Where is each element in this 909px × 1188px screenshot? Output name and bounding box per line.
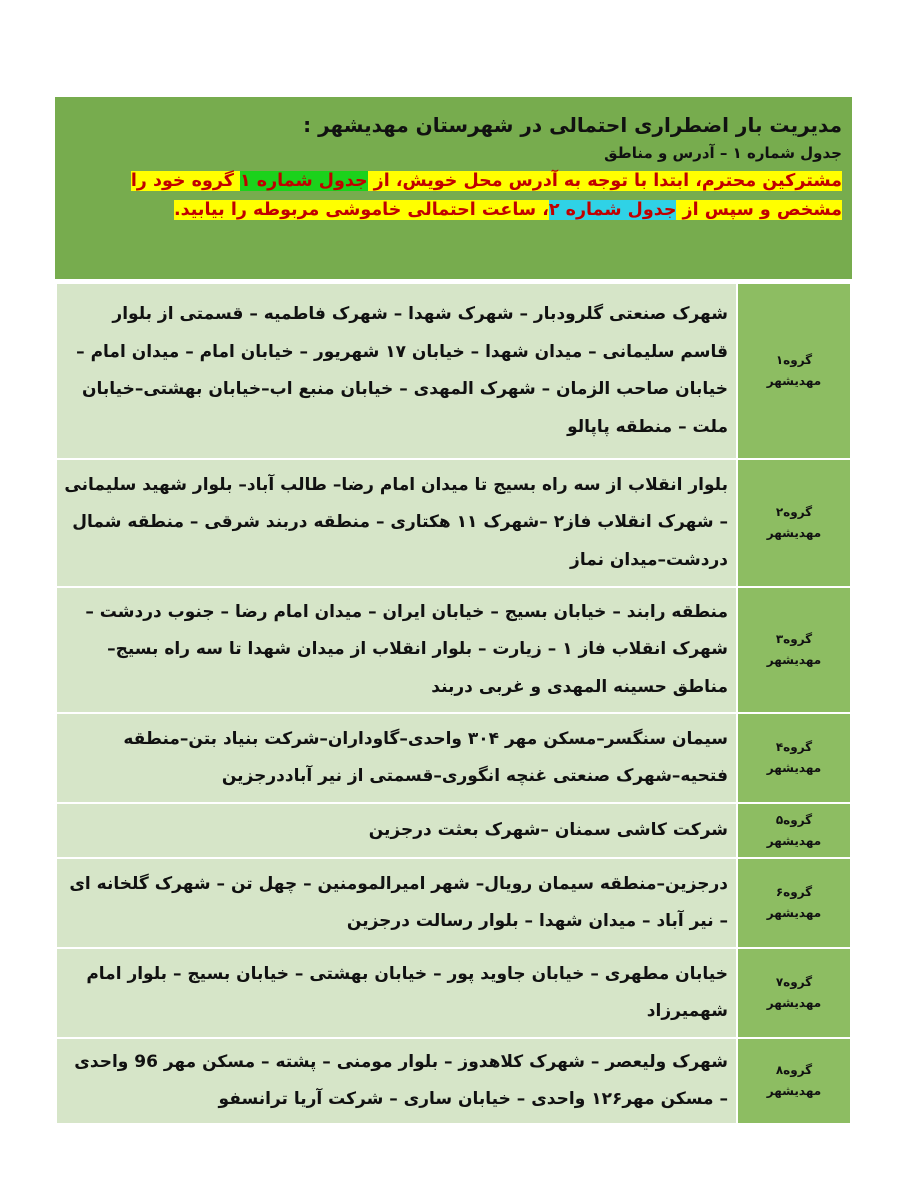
group-areas: درجزین–منطقه سیمان رویال– شهر امیرالمومنین – چهل تن – شهرک گلخانه ای – نیر آباد – میدان شهدا – بلوار رسالت درجزین — [56, 858, 737, 948]
group-city: مهدیشهر — [766, 374, 822, 388]
table-row — [56, 803, 851, 858]
table-row — [56, 459, 851, 587]
group-city: مهدیشهر — [766, 1084, 822, 1098]
group-label — [737, 459, 851, 587]
group-city: مهدیشهر — [766, 526, 822, 540]
notice-text — [65, 167, 842, 225]
group-name: گروه۶ — [775, 885, 813, 899]
group-areas: شهرک صنعتی گلرودبار – شهرک شهدا – شهرک فاطمیه – قسمتی از بلوار قاسم سلیمانی – میدان شهدا – خیابان ۱۷ شهریور – خیابان امام – میدان امام – خیابان صاحب الزمان – شهرک المهدی – خیابان منبع اب–خیابان بهشتی–خیابان ملت – منطقه پاپالو — [56, 283, 737, 459]
group-areas: سیمان سنگسر–مسکن مهر ۳۰۴ واحدی–گاوداران–شرکت بنیاد بتن–منطقه فتحیه–شهرک صنعتی غنچه انگوری–قسمتی از نیر آباددرجزین — [56, 713, 737, 803]
group-name: گروه۸ — [775, 1063, 813, 1077]
group-name: گروه۷ — [775, 975, 813, 989]
group-name: گروه۲ — [775, 505, 813, 519]
group-name: گروه۴ — [775, 740, 813, 754]
group-city: مهدیشهر — [766, 653, 822, 667]
group-city: مهدیشهر — [766, 761, 822, 775]
table-row — [56, 283, 851, 459]
notice-highlight-table-2: جدول شماره ۲ — [548, 200, 677, 220]
group-city: مهدیشهر — [766, 996, 822, 1010]
group-label — [737, 948, 851, 1038]
groups-table — [55, 282, 852, 1125]
group-label — [737, 283, 851, 459]
header-panel — [55, 97, 852, 282]
page-subtitle: جدول شماره ۱ – آدرس و مناطق — [604, 144, 842, 162]
group-areas: بلوار انقلاب از سه راه بسیج تا میدان امام رضا– طالب آباد– بلوار شهید سلیمانی – شهرک انقلاب فاز۲ –شهرک ۱۱ هکتاری – منطقه دربند شرقی – منطقه شمال دردشت–میدان نماز — [56, 459, 737, 587]
group-areas: منطقه رابند – خیابان بسیج – خیابان ایران – میدان امام رضا – جنوب دردشت – شهرک انقلاب فاز ۱ – زیارت – بلوار انقلاب از میدان شهدا تا سه راه بسیج–مناطق حسینه المهدی و غربی دربند — [56, 587, 737, 713]
group-areas: خیابان مطهری – خیابان جاوید پور – خیابان بهشتی – خیابان بسیج – بلوار امام شهمیرزاد — [56, 948, 737, 1038]
notice-part-1: مشترکین محترم، ابتدا با توجه به آدرس محل خویش، از — [367, 171, 842, 191]
group-areas: شهرک ولیعصر – شهرک کلاهدوز – بلوار مومنی – پشته – مسکن مهر 96 واحدی – مسکن مهر۱۲۶ واحدی – خیابان ساری – شرکت آریا ترانسفو — [56, 1038, 737, 1124]
document-frame — [55, 97, 852, 1125]
page-title: مدیریت بار اضطراری احتمالی در شهرستان مهدیشهر : — [303, 113, 842, 137]
table-row — [56, 587, 851, 713]
group-label — [737, 713, 851, 803]
table-row — [56, 948, 851, 1038]
group-label — [737, 1038, 851, 1124]
group-name: گروه۱ — [775, 353, 813, 367]
notice-part-2: گروه خود را مشخص و سپس از — [130, 171, 842, 220]
group-areas: شرکت کاشی سمنان –شهرک بعثت درجزین — [56, 803, 737, 858]
table-row — [56, 713, 851, 803]
notice-highlight-table-1: جدول شماره ۱ — [240, 171, 368, 191]
table-row — [56, 1038, 851, 1124]
table-row — [56, 858, 851, 948]
group-label — [737, 858, 851, 948]
group-city: مهدیشهر — [766, 906, 822, 920]
group-label — [737, 803, 851, 858]
group-name: گروه۳ — [775, 632, 813, 646]
group-city: مهدیشهر — [766, 833, 822, 848]
group-name: گروه۵ — [775, 812, 813, 827]
group-label — [737, 587, 851, 713]
notice-part-3: ، ساعت احتمالی خاموشی مربوطه را بیابید. — [173, 200, 549, 220]
